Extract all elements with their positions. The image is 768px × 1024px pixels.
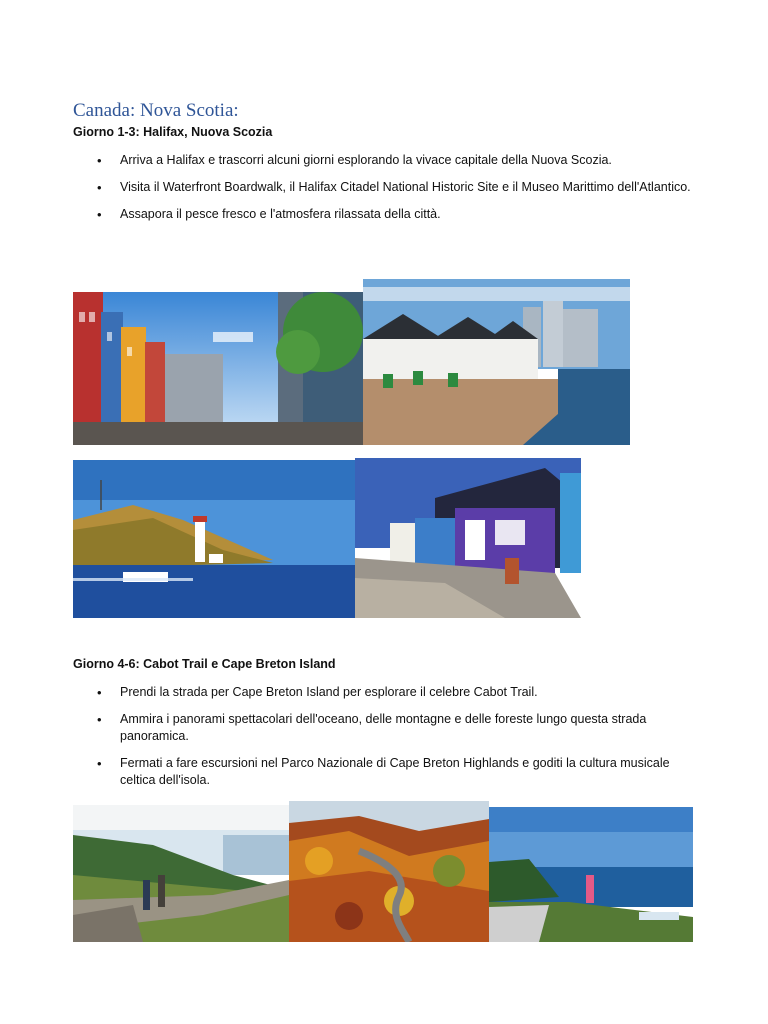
photo-cabot-trail-autumn-road: [289, 801, 489, 942]
list-item: • Fermati a fare escursioni nel Parco Nazionale di Cape Breton Highlands e goditi la cultura musicale celtica dell'isola.: [73, 755, 693, 789]
list-item: • Assapora il pesce fresco e l'atmosfera rilassata della città.: [73, 206, 693, 223]
photo-halifax-street: [73, 292, 363, 445]
photo-lighthouse: [73, 460, 355, 618]
page-title: Canada: Nova Scotia:: [73, 100, 239, 121]
list-item: • Visita il Waterfront Boardwalk, il Halifax Citadel National Historic Site e il Museo Marittimo dell'Atlantico.: [73, 179, 693, 196]
photo-skyline-trail-hikers: [73, 805, 289, 942]
list-item: • Prendi la strada per Cape Breton Island per esplorare il celebre Cabot Trail.: [73, 684, 693, 701]
cabot-trail-bullet-list: [73, 684, 693, 799]
list-item: • Arriva a Halifax e trascorri alcuni giorni esplorando la vivace capitale della Nuova Scozia.: [73, 152, 693, 169]
photo-colourful-shops: [355, 458, 581, 618]
photo-cape-breton-coast: [489, 807, 693, 942]
list-item: • Ammira i panorami spettacolari dell'oceano, delle montagne e delle foreste lungo questa strada panoramica.: [73, 711, 693, 745]
section-heading-halifax: Giorno 1-3: Halifax, Nuova Scozia: [73, 125, 273, 139]
photo-halifax-waterfront: [363, 279, 630, 445]
section-heading-cabot-trail: Giorno 4-6: Cabot Trail e Cape Breton Island: [73, 657, 336, 671]
halifax-bullet-list: [73, 152, 693, 233]
